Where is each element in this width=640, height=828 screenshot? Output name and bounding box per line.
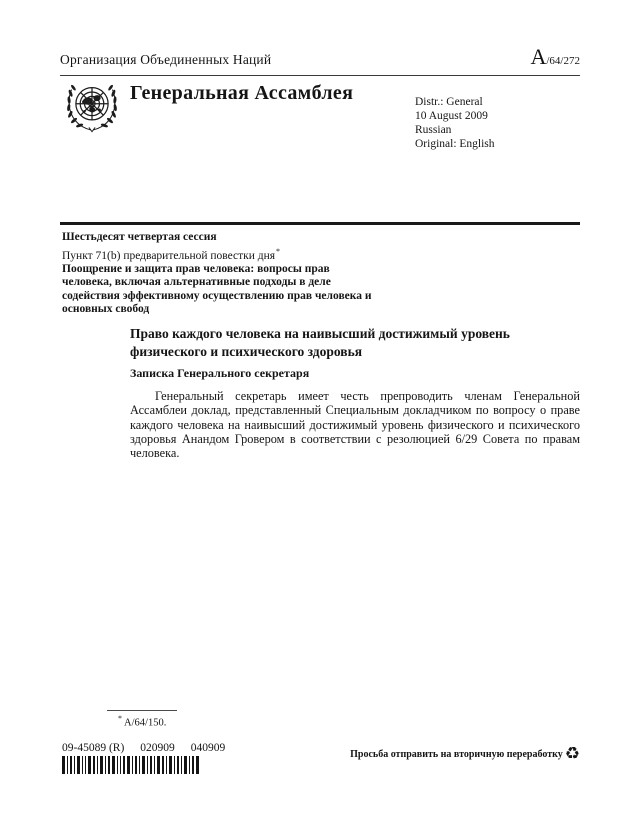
body-paragraph: Генеральный секретарь имеет честь препроводить членам Генеральной Ассамблеи доклад, представленный Специальным докладчиком по вопросу о праве каждого человека на наивысший достижимый уровень физического и психического здоровья Анандом Гровером в соответствии с резолюцией 6/29 Совета по правам человека. xyxy=(130,389,580,461)
distr-line: Original: English xyxy=(415,138,495,150)
document-subtitle: Записка Генерального секретаря xyxy=(130,366,310,380)
session-title: Шестьдесят четвертая сессия xyxy=(62,231,217,243)
date-code: 020909 xyxy=(140,742,175,754)
session-block xyxy=(62,231,376,317)
recycle-text: Просьба отправить на вторичную переработку xyxy=(350,749,563,760)
header-rule xyxy=(60,75,580,76)
document-title: Право каждого человека на наивысший достижимый уровень физического и психического здоровья xyxy=(130,326,510,359)
job-number-line xyxy=(62,742,241,754)
document-symbol-number: /64/272 xyxy=(546,55,580,67)
distribution-block xyxy=(415,95,495,151)
recycle-notice xyxy=(350,746,580,763)
footnote-separator xyxy=(107,710,177,711)
section-rule xyxy=(60,222,580,225)
date-code: 040909 xyxy=(190,742,226,754)
document-symbol-letter: A xyxy=(530,44,547,69)
agenda-item: Пункт 71(b) предварительной повестки дня * xyxy=(62,246,281,262)
un-emblem-icon xyxy=(61,79,123,141)
document-symbol xyxy=(530,44,580,70)
recycle-icon: ♻ xyxy=(564,744,580,764)
footnote xyxy=(118,714,166,729)
footnote-marker: * xyxy=(276,246,281,256)
distr-line: 10 August 2009 xyxy=(415,110,488,122)
barcode-icon xyxy=(62,756,200,779)
footnote-text: A/64/150. xyxy=(124,717,167,729)
footnote-marker: * xyxy=(118,714,122,723)
masthead-title: Генеральная Ассамблея xyxy=(130,82,354,104)
org-name: Организация Объединенных Наций xyxy=(60,52,272,67)
distr-line: Russian xyxy=(415,124,452,136)
distr-line: Distr.: General xyxy=(415,96,483,108)
job-number: 09-45089 (R) xyxy=(62,742,125,754)
agenda-subject: Поощрение и защита прав человека: вопросы прав человека, включая альтернативные подходы в деле содействия эффективному осуществлению прав человека и основных свобод xyxy=(62,262,372,316)
